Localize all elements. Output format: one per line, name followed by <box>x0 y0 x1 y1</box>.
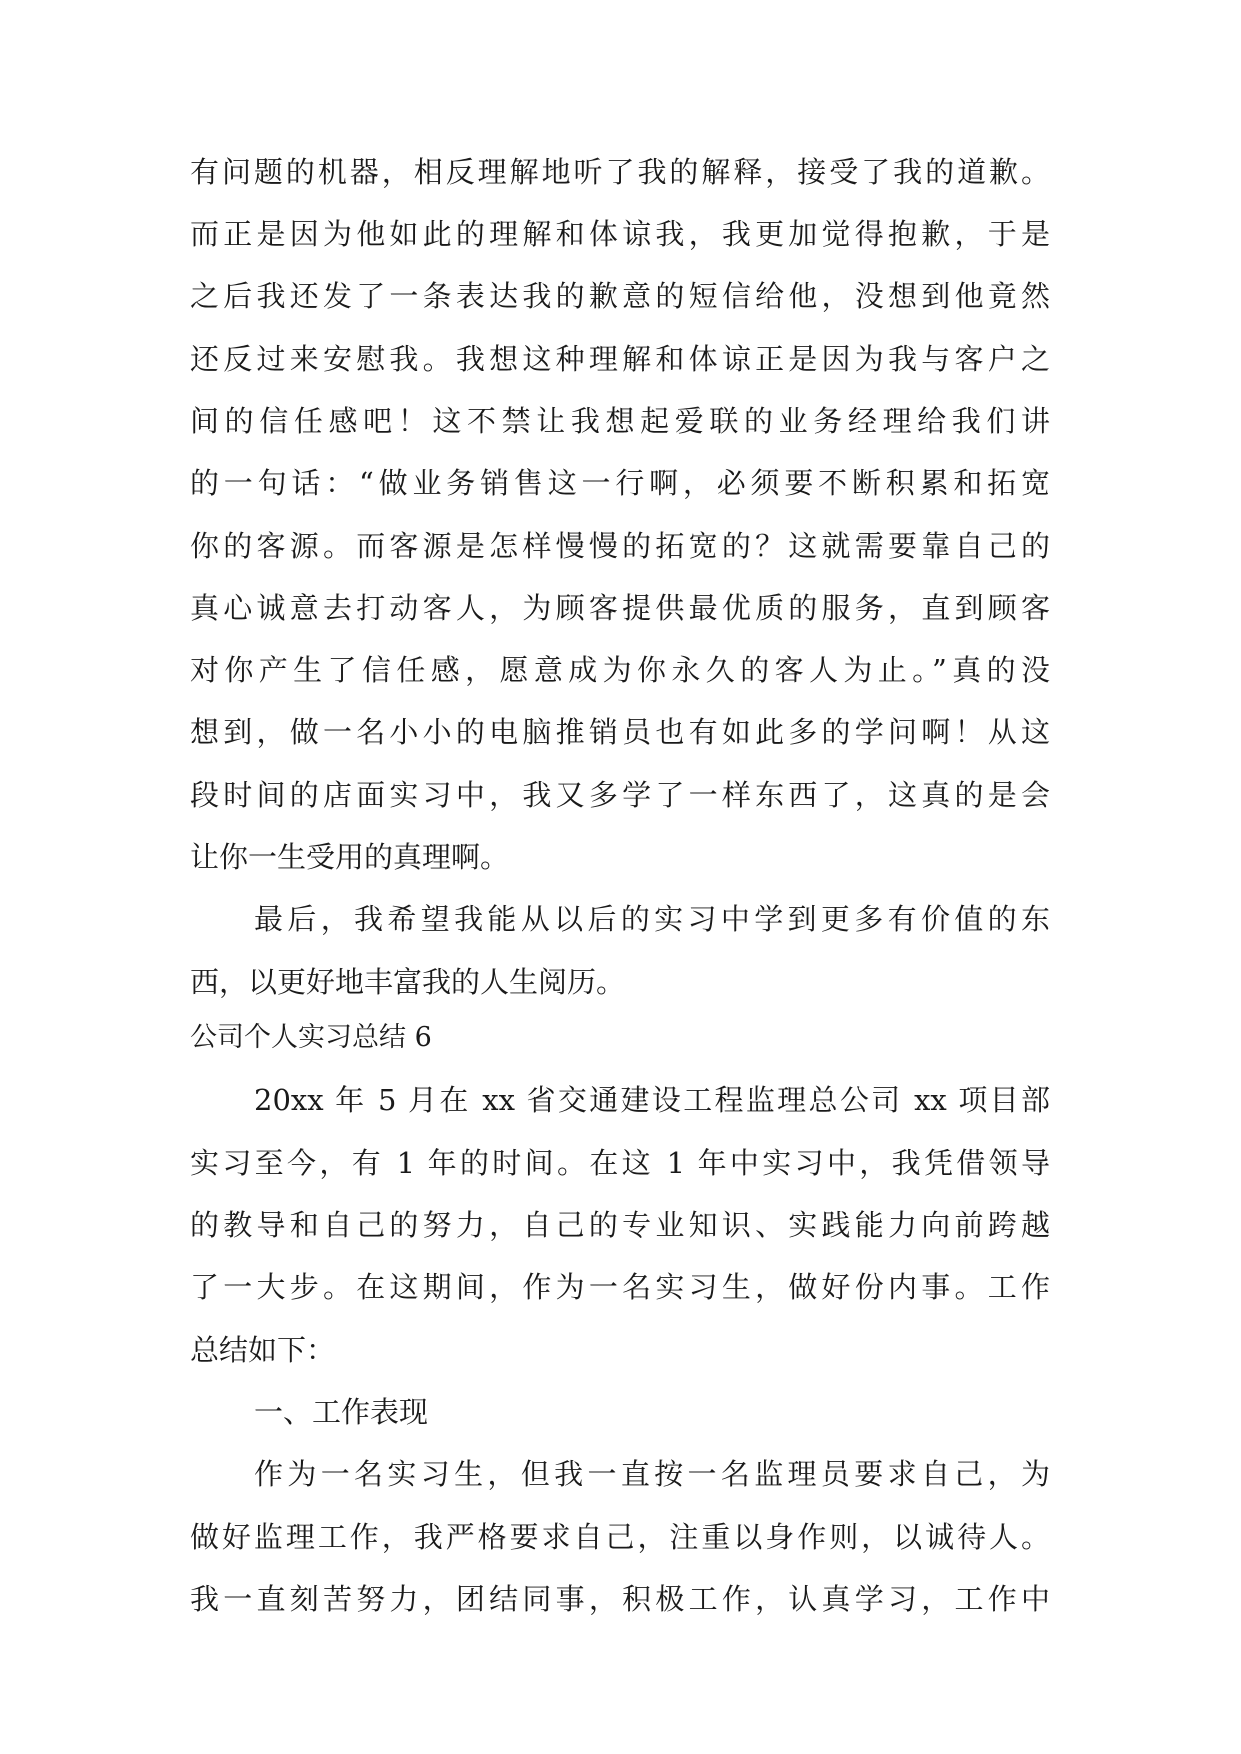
paragraph-line: 有问题的机器，相反理解地听了我的解释，接受了我的道歉。 <box>190 155 1050 189</box>
paragraph-line: 作为一名实习生，但我一直按一名监理员要求自己，为 <box>254 1457 1050 1491</box>
paragraph-line: 西，以更好地丰富我的人生阅历。 <box>190 965 626 999</box>
paragraph-line: 总结如下： <box>190 1333 336 1367</box>
paragraph-line: 的一句话：“做业务销售这一行啊，必须要不断积累和拓宽 <box>190 466 1050 500</box>
paragraph-line: 了一大步。在这期间，作为一名实习生，做好份内事。工作 <box>190 1270 1050 1304</box>
paragraph-line: 而正是因为他如此的理解和体谅我，我更加觉得抱歉，于是 <box>190 217 1050 251</box>
subsection-title: 一、工作表现 <box>254 1395 429 1429</box>
paragraph-line: 你的客源。而客源是怎样慢慢的拓宽的？这就需要靠自己的 <box>190 529 1050 563</box>
paragraph-line: 20xx 年 5 月在 xx 省交通建设工程监理总公司 xx 项目部 <box>254 1083 1050 1117</box>
paragraph-line: 的教导和自己的努力，自己的专业知识、实践能力向前跨越 <box>190 1208 1050 1242</box>
paragraph-line: 还反过来安慰我。我想这种理解和体谅正是因为我与客户之 <box>190 342 1050 376</box>
paragraph-line: 段时间的店面实习中，我又多学了一样东西了，这真的是会 <box>190 778 1050 812</box>
paragraph-line: 做好监理工作，我严格要求自己，注重以身作则，以诚待人。 <box>190 1520 1050 1554</box>
paragraph-line: 想到，做一名小小的电脑推销员也有如此多的学问啊！从这 <box>190 715 1050 749</box>
paragraph-line: 真心诚意去打动客人，为顾客提供最优质的服务，直到顾客 <box>190 591 1050 625</box>
paragraph-line: 让你一生受用的真理啊。 <box>190 840 510 874</box>
paragraph-line: 间的信任感吧！这不禁让我想起爱联的业务经理给我们讲 <box>190 404 1050 438</box>
paragraph-line: 实习至今，有 1 年的时间。在这 1 年中实习中，我凭借领导 <box>190 1146 1050 1180</box>
paragraph-line: 我一直刻苦努力，团结同事，积极工作，认真学习，工作中 <box>190 1582 1050 1616</box>
paragraph-line: 对你产生了信任感，愿意成为你永久的客人为止。”真的没 <box>190 653 1050 687</box>
section-heading: 公司个人实习总结 6 <box>190 1022 432 1053</box>
paragraph-line: 最后，我希望我能从以后的实习中学到更多有价值的东 <box>254 902 1050 936</box>
paragraph-line: 之后我还发了一条表达我的歉意的短信给他，没想到他竟然 <box>190 279 1050 313</box>
